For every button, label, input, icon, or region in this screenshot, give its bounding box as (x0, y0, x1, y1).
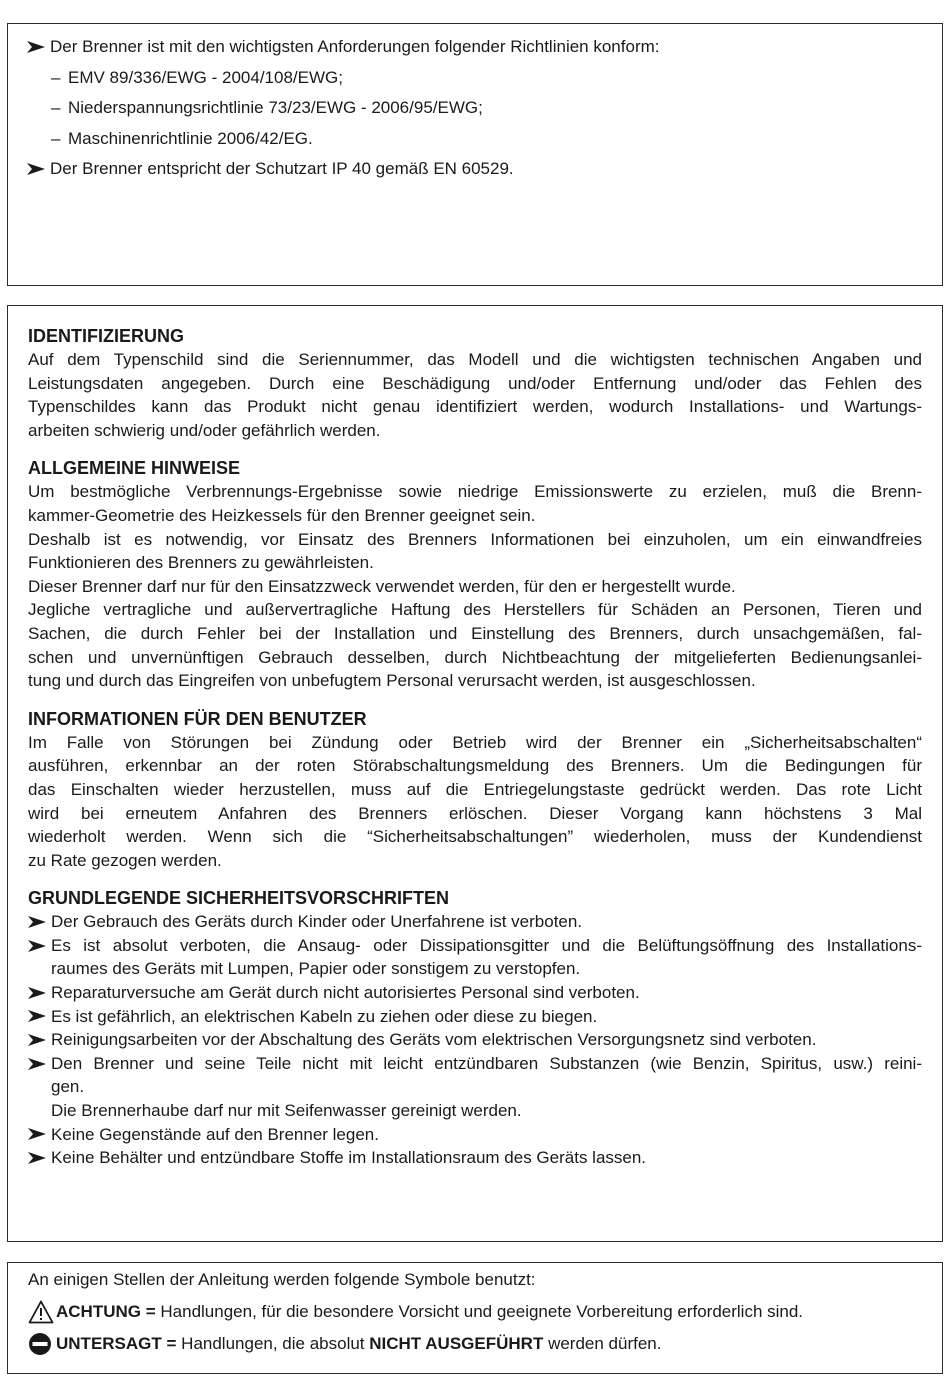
warning-triangle-icon (28, 1300, 56, 1324)
dash-text: EMV 89/336/EWG - 2004/108/EWG; (68, 67, 343, 87)
arrow-bullet-icon (27, 157, 50, 181)
text-line: zu Rate gezogen werden. (28, 850, 222, 870)
section-text (28, 480, 922, 692)
text-line: wird bei erneutem Anfahren des Brenners erlöschen. Dieser Vorgang kann höchstens 3 Mal (28, 803, 922, 823)
dash-item: – Niederspannungsrichtlinie 73/23/EWG - 2006/95/EWG; (51, 98, 483, 118)
section-heading: GRUNDLEGENDE SICHERHEITSVORSCHRIFTEN (28, 888, 450, 909)
rule-item (28, 1028, 922, 1052)
text-line: Sachen, die durch Fehler bei der Installation und Einstellung des Brenners, durch unsachgemäßen, fal- (28, 623, 922, 643)
text-line: Leistungsdaten angegeben. Durch eine Beschädigung und/oder Entfernung und/oder das Fehlen des (28, 373, 922, 393)
arrow-bullet-icon (28, 1028, 51, 1052)
bullet-item (27, 35, 942, 59)
section-heading: INFORMATIONEN FÜR DEN BENUTZER (28, 708, 367, 729)
text-line: wiederholt werden. Wenn sich die “Sicherheitsabschaltungen” wiederholen, muss der Kundendienst (28, 827, 922, 847)
untersagt-row (28, 1332, 922, 1356)
section-heading: ALLGEMEINE HINWEISE (28, 458, 241, 479)
rule-item (28, 910, 922, 934)
text-line: kammer-Geometrie des Heizkessels für den Brenner geeignet sein. (28, 505, 536, 525)
section-allgemeine-hinweise (28, 456, 922, 692)
text-line: ausführen, erkennbar an der roten Störabschaltungsmeldung des Brenners. Um die Bedingungen für (28, 756, 922, 776)
symbols-legend-box (7, 1262, 943, 1374)
achtung-text: Handlungen, für die besondere Vorsicht und geeignete Vorbereitung erforderlich sind. (155, 1301, 804, 1321)
symbols-intro: An einigen Stellen der Anleitung werden folgende Symbole benutzt: (28, 1270, 536, 1289)
rule-text: raumes des Geräts mit Lumpen, Papier oder sonstigem zu verstopfen. (51, 959, 581, 979)
text-line: Deshalb ist es notwendig, vor Einsatz des Brenners Informationen bei einzuholen, um ein einwandfreies (28, 529, 922, 549)
text-line: Typenschildes kann das Produkt nicht genau identifiziert werden, wodurch Installations- und Wartungs- (28, 397, 922, 417)
rule-text: Der Gebrauch des Geräts durch Kinder oder Unerfahrene ist verboten. (51, 912, 583, 932)
rule-item (28, 1005, 922, 1029)
rule-text: Die Brennerhaube darf nur mit Seifenwasser gereinigt werden. (51, 1101, 522, 1121)
bullet-text: Der Brenner ist mit den wichtigsten Anforderungen folgender Richtlinien konform: (50, 37, 660, 56)
untersagt-label: UNTERSAGT = (56, 1333, 177, 1353)
rule-text: Es ist gefährlich, an elektrischen Kabeln zu ziehen oder diese zu biegen. (51, 1006, 598, 1026)
arrow-bullet-icon (28, 910, 51, 934)
rule-text: Reparaturversuche am Gerät durch nicht autorisiertes Personal sind verboten. (51, 983, 640, 1003)
text-line: Um bestmögliche Verbrennungs-Ergebnisse sowie niedrige Emissionswerte zu erzielen, muß die Brenn- (28, 482, 922, 502)
rule-text: Keine Gegenstände auf den Brenner legen. (51, 1124, 379, 1144)
untersagt-emphasis: NICHT AUSGEFÜHRT (369, 1333, 544, 1353)
text-line: Jegliche vertragliche und außervertragliche Haftung des Herstellers für Schäden an Personen, Tieren und (28, 600, 922, 620)
text-line: arbeiten schwierig und/oder gefährlich werden. (28, 420, 381, 440)
section-informationen-benutzer (28, 707, 922, 873)
arrow-bullet-icon (28, 1146, 51, 1170)
text-line: das Einschalten wieder herzustellen, muss auf die Entriegelungstaste gedrückt werden. Das rote Licht (28, 779, 922, 799)
section-text (28, 348, 922, 442)
section-heading: IDENTIFIZIERUNG (28, 326, 184, 346)
section-identifizierung (28, 324, 922, 442)
achtung-row (28, 1300, 922, 1324)
arrow-bullet-icon (28, 934, 51, 958)
rule-text: gen. (51, 1077, 85, 1097)
text-line: Im Falle von Störungen bei Zündung oder Betrieb wird der Brenner ein „Sicherheitsabschalten“ (28, 732, 922, 752)
rule-text: Keine Behälter und entzündbare Stoffe im Installationsraum des Geräts lassen. (51, 1148, 647, 1168)
rule-item (28, 1146, 922, 1170)
arrow-bullet-icon (28, 1123, 51, 1147)
achtung-label: ACHTUNG = (56, 1301, 156, 1321)
text-line: Dieser Brenner darf nur für den Einsatzzweck verwendet werden, für den er hergestellt wurde. (28, 576, 736, 596)
rule-text: Den Brenner und seine Teile nicht mit leicht entzündbaren Substanzen (wie Benzin, Spiritus, usw.) reini- (51, 1053, 922, 1073)
dash-item: – EMV 89/336/EWG - 2004/108/EWG; (51, 67, 343, 87)
arrow-bullet-icon (27, 35, 50, 59)
arrow-bullet-icon (28, 981, 51, 1005)
dash-text: Maschinenrichtlinie 2006/42/EG. (68, 128, 313, 148)
dash-text: Niederspannungsrichtlinie 73/23/EWG - 2006/95/EWG; (68, 98, 483, 118)
section-text (28, 731, 922, 873)
rule-item (28, 934, 922, 981)
main-info-box (7, 305, 943, 1242)
arrow-bullet-icon (28, 1005, 51, 1029)
rule-text: Es ist absolut verboten, die Ansaug- oder Dissipationsgitter und die Belüftungsöffnung des Installations- (51, 935, 922, 955)
text-line: Funktionieren des Brenners zu gewährleisten. (28, 553, 374, 573)
text-line: schen und unvernünftigen Gebrauch desselben, durch Nichtbeachtung der mitgelieferten Bedienungsanlei- (28, 647, 922, 667)
text-line: tung und durch das Eingreifen von unbefugtem Personal verursacht werden, ist ausgeschlossen. (28, 671, 756, 691)
text-line: Auf dem Typenschild sind die Seriennummer, das Modell und die wichtigsten technischen Angaben und (28, 350, 922, 369)
rule-text: Reinigungsarbeiten vor der Abschaltung des Geräts vom elektrischen Versorgungsnetz sind verboten. (51, 1030, 817, 1050)
rule-item (28, 981, 922, 1005)
rule-item (28, 1123, 922, 1147)
untersagt-text-end: werden dürfen. (543, 1333, 662, 1353)
bullet-item (27, 157, 942, 181)
untersagt-text: Handlungen, die absolut (176, 1333, 370, 1353)
rule-item (28, 1052, 922, 1123)
arrow-bullet-icon (28, 1052, 51, 1076)
section-sicherheitsvorschriften (28, 886, 922, 1170)
bullet-text: Der Brenner entspricht der Schutzart IP 40 gemäß EN 60529. (50, 159, 514, 179)
dash-item: – Maschinenrichtlinie 2006/42/EG. (51, 128, 313, 148)
conformity-box (7, 23, 943, 286)
prohibition-icon (28, 1332, 56, 1356)
